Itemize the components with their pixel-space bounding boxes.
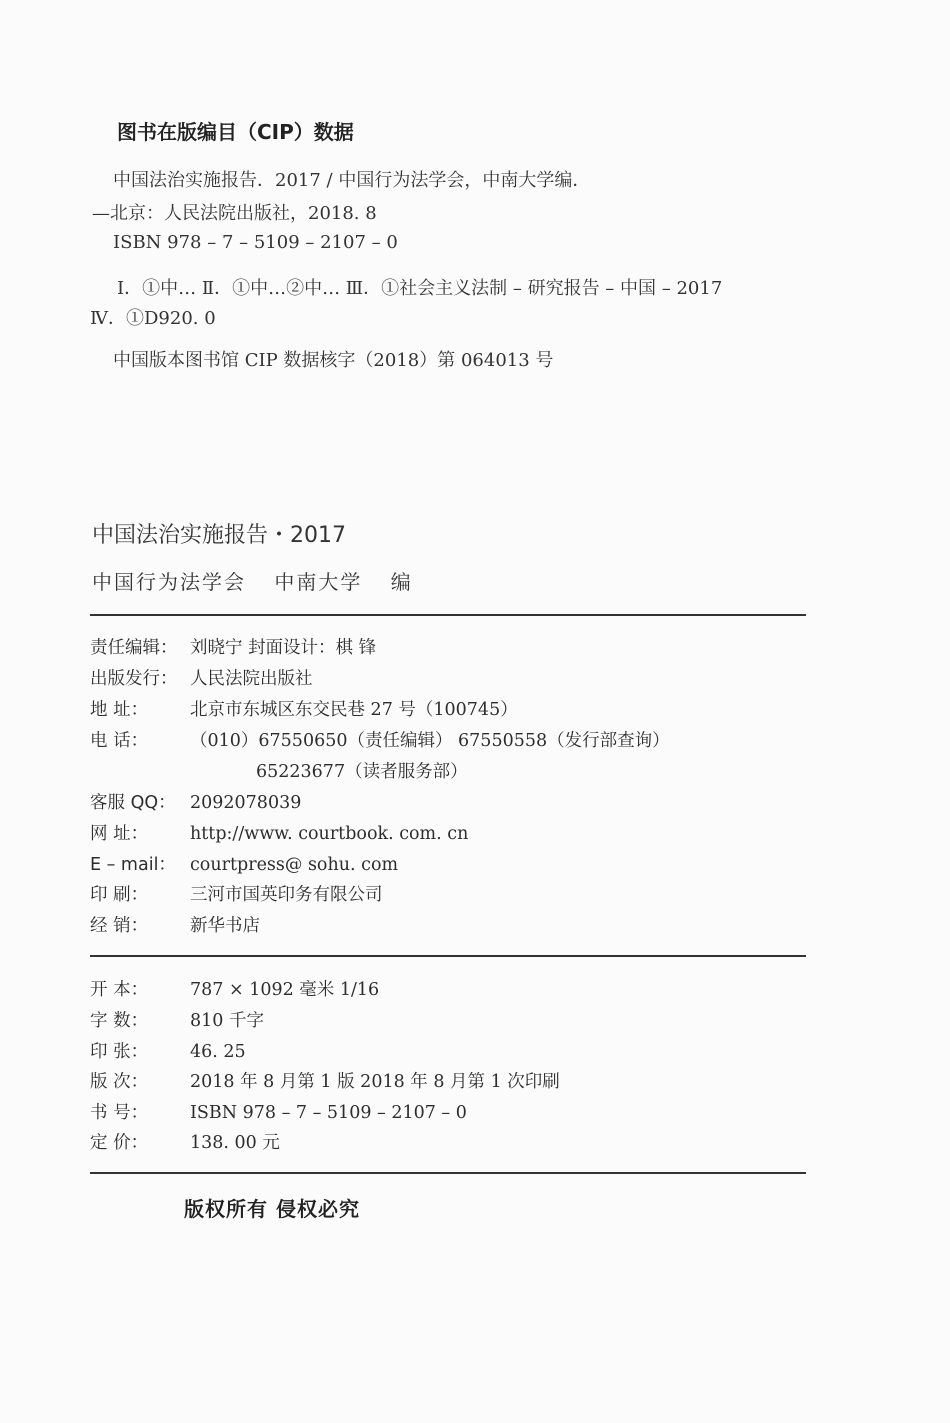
copyright-notice: 版权所有 侵权必究 <box>184 1197 360 1221</box>
info-row <box>90 912 260 937</box>
cip-line-6: 中国版本图书馆 CIP 数据核字（2018）第 064013 号 <box>113 350 554 371</box>
print-value: 46. 25 <box>190 1042 246 1062</box>
info-row <box>90 665 313 690</box>
cip-title: 图书在版编目（CIP）数据 <box>117 120 354 144</box>
print-value: ISBN 978 – 7 – 5109 – 2107 – 0 <box>190 1103 467 1123</box>
print-label: 书 号： <box>90 1103 149 1123</box>
info-label: 出版发行： <box>90 669 178 689</box>
print-value: 2018 年 8 月第 1 版 2018 年 8 月第 1 次印刷 <box>190 1072 560 1092</box>
info-row <box>90 820 468 845</box>
print-value: 138. 00 元 <box>190 1133 280 1153</box>
info-value: （010）67550650（责任编辑） 67550558（发行部查询） <box>190 731 670 751</box>
info-value: 北京市东城区东交民巷 27 号（100745） <box>190 700 518 720</box>
print-row <box>90 1038 246 1063</box>
print-label: 字 数： <box>90 1011 149 1031</box>
info-row <box>90 727 670 752</box>
cip-line-5: Ⅳ．①D920. 0 <box>90 308 216 329</box>
info-row <box>90 634 376 659</box>
book-title: 中国法治实施报告・2017 <box>92 523 346 548</box>
info-row-continued <box>256 758 468 783</box>
info-label: 电 话： <box>90 731 149 751</box>
cip-line-2: —北京：人民法院出版社，2018. 8 <box>92 203 377 224</box>
info-label: 网 址： <box>90 824 149 844</box>
print-label: 开 本： <box>90 980 149 1000</box>
cip-line-3: ISBN 978 – 7 – 5109 – 2107 – 0 <box>113 232 398 253</box>
info-value: 人民法院出版社 <box>190 669 313 689</box>
info-value: 新华书店 <box>190 916 260 936</box>
info-label: 客服 QQ： <box>90 793 176 813</box>
divider-middle <box>90 955 806 957</box>
info-value: 三河市国英印务有限公司 <box>190 885 383 905</box>
info-label: 责任编辑： <box>90 638 178 658</box>
info-value: 刘晓宁 封面设计：棋 锋 <box>190 638 377 658</box>
info-row <box>90 881 383 906</box>
print-label: 版 次： <box>90 1072 149 1092</box>
info-label: 印 刷： <box>90 885 149 905</box>
cip-line-1: 中国法治实施报告．2017 ∕ 中国行为法学会，中南大学编． <box>113 170 591 191</box>
print-row <box>90 1068 560 1093</box>
print-row <box>90 1007 264 1032</box>
book-editors <box>92 566 433 595</box>
info-value: 2092078039 <box>190 793 302 813</box>
print-row <box>90 1129 280 1154</box>
print-value: 810 千字 <box>190 1011 264 1031</box>
print-value: 787 × 1092 毫米 1/16 <box>190 980 380 1000</box>
info-label: E – mail： <box>90 855 176 875</box>
info-row <box>90 789 301 814</box>
info-value: http://www. courtbook. com. cn <box>190 824 469 844</box>
info-label: 地 址： <box>90 700 149 720</box>
info-label: 经 销： <box>90 916 149 936</box>
divider-top <box>90 614 806 616</box>
info-value: courtpress@ sohu. com <box>190 855 399 875</box>
editor-suffix: 编 <box>390 570 413 594</box>
info-row <box>90 851 398 876</box>
cip-line-4: Ⅰ．①中… Ⅱ．①中…②中… Ⅲ．①社会主义法制 – 研究报告 – 中国 – 2017 <box>117 278 723 299</box>
print-label: 定 价： <box>90 1133 149 1153</box>
print-label: 印 张： <box>90 1042 149 1062</box>
print-row <box>90 976 379 1001</box>
info-value: 65223677（读者服务部） <box>256 762 468 782</box>
editor-1: 中国行为法学会 <box>92 570 246 594</box>
divider-bottom <box>90 1172 806 1174</box>
editor-2: 中南大学 <box>274 570 363 594</box>
info-row <box>90 696 518 721</box>
print-row <box>90 1099 467 1124</box>
